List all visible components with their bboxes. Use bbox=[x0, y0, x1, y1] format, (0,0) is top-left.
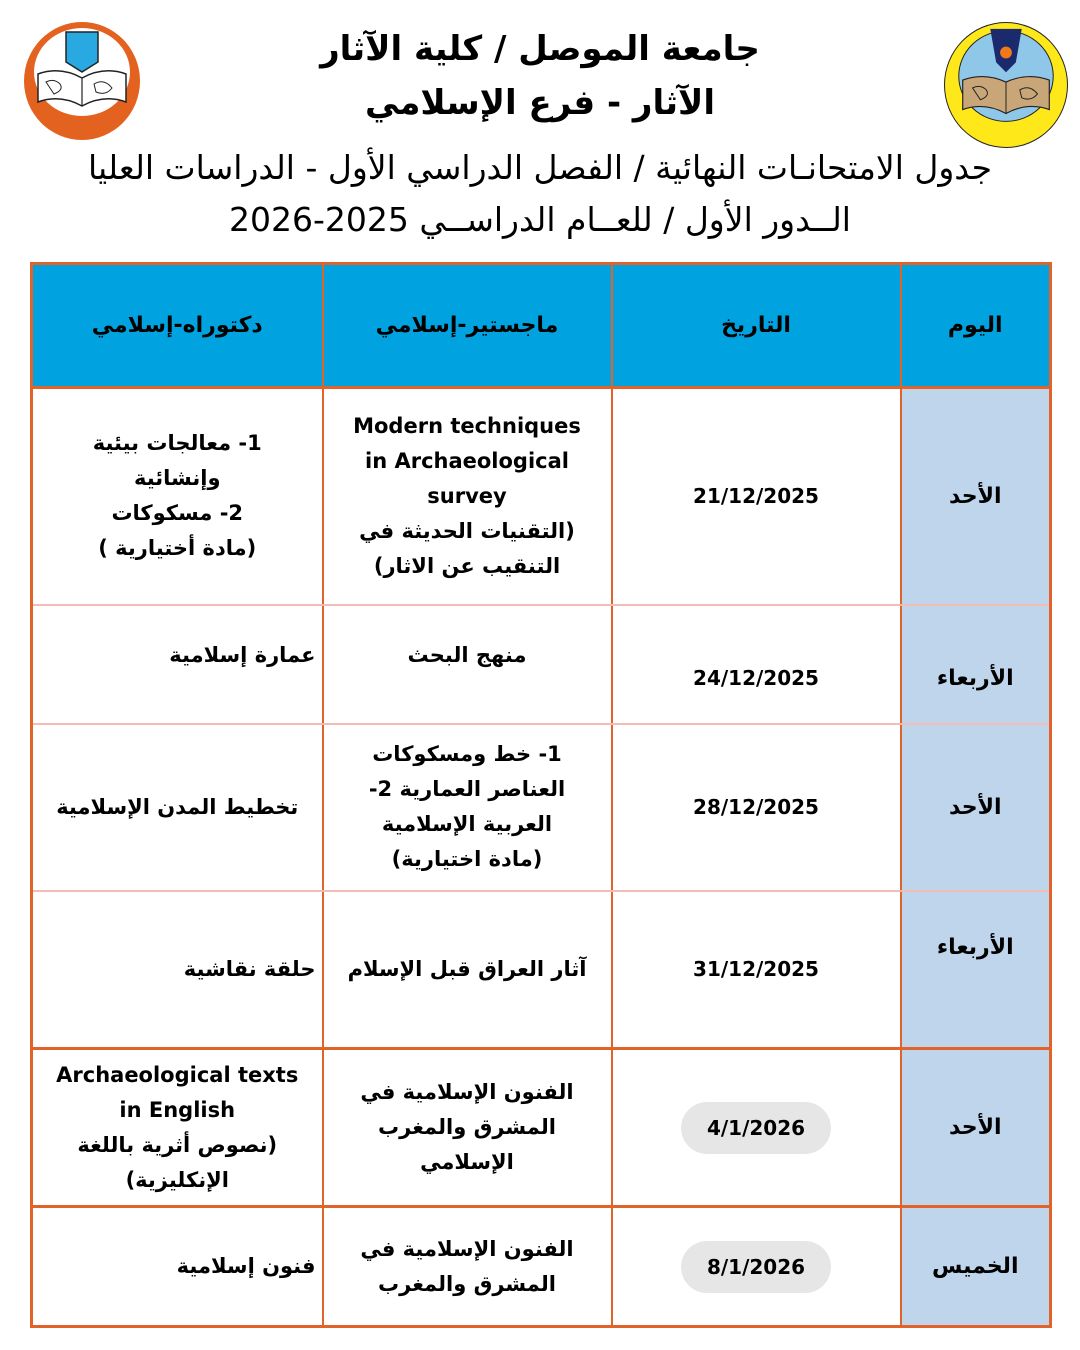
masters-line: (مادة اختيارية) bbox=[391, 847, 543, 871]
phd-cell bbox=[32, 891, 323, 1049]
masters-line: المشرق والمغرب bbox=[378, 1115, 556, 1139]
date-cell: 21/12/2025 bbox=[612, 388, 901, 605]
phd-line: in English bbox=[119, 1097, 236, 1122]
phd-line: عمارة إسلامية bbox=[169, 642, 316, 667]
date-cell: 31/12/2025 bbox=[612, 891, 901, 1049]
masters-line: الفنون الإسلامية في bbox=[360, 1080, 574, 1104]
exam-schedule-table bbox=[30, 262, 1052, 1328]
phd-cell bbox=[32, 1207, 323, 1327]
phd-line: الإنكليزية) bbox=[125, 1167, 229, 1192]
table-row bbox=[32, 1049, 1051, 1207]
masters-line: 1- خط ومسكوكات bbox=[372, 742, 562, 766]
masters-line: in Archaeological bbox=[365, 448, 569, 473]
date-cell bbox=[612, 1207, 901, 1327]
date-pill: 8/1/2026 bbox=[681, 1241, 831, 1293]
phd-line: (مادة أختيارية ) bbox=[98, 536, 257, 561]
exam-schedule-title: جدول الامتحانـات النهائية / الفصل الدراسي الأول - الدراسات العليا bbox=[87, 148, 993, 187]
day-cell: الأربعاء bbox=[901, 891, 1051, 1049]
masters-cell bbox=[323, 1207, 612, 1327]
phd-line: 1- معالجات بيئية bbox=[92, 431, 262, 456]
day-cell: الأربعاء bbox=[901, 605, 1051, 724]
day-cell: الخميس bbox=[901, 1207, 1051, 1327]
masters-line: المشرق والمغرب bbox=[378, 1271, 556, 1296]
day-cell: الأحد bbox=[901, 388, 1051, 605]
department-title: الآثار - فرع الإسلامي bbox=[364, 83, 715, 123]
date-pill: 4/1/2026 bbox=[681, 1102, 831, 1154]
phd-line: (نصوص أثرية باللغة bbox=[77, 1132, 278, 1157]
column-header-date: التاريخ bbox=[612, 264, 901, 388]
table-row bbox=[32, 891, 1051, 1049]
phd-cell bbox=[32, 724, 323, 891]
phd-line: فنون إسلامية bbox=[176, 1254, 316, 1278]
day-cell: الأحد bbox=[901, 724, 1051, 891]
table-row bbox=[32, 724, 1051, 891]
masters-line: آثار العراق قبل الإسلام bbox=[347, 956, 587, 981]
table-row bbox=[32, 388, 1051, 605]
phd-line: 2- مسكوكات bbox=[111, 501, 244, 526]
phd-cell bbox=[32, 605, 323, 724]
date-cell: 28/12/2025 bbox=[612, 724, 901, 891]
masters-line: survey bbox=[427, 483, 507, 508]
table-header-row bbox=[32, 264, 1051, 388]
date-cell: 24/12/2025 bbox=[612, 605, 901, 724]
date-cell bbox=[612, 1049, 901, 1207]
masters-line: العربية الإسلامية bbox=[381, 812, 553, 836]
university-college-title: جامعة الموصل / كلية الآثار bbox=[320, 29, 760, 69]
masters-cell bbox=[323, 605, 612, 724]
academic-year-title: الــدور الأول / للعــام الدراســي 2025-2026 bbox=[229, 200, 851, 239]
masters-line: الإسلامي bbox=[420, 1150, 514, 1174]
column-header-masters: ماجستير-إسلامي bbox=[323, 264, 612, 388]
masters-line: Modern techniques bbox=[353, 413, 581, 438]
phd-cell bbox=[32, 388, 323, 605]
masters-line: التنقيب عن الاثار) bbox=[373, 553, 561, 578]
masters-line: العناصر العمارية 2- bbox=[368, 777, 566, 801]
table-row bbox=[32, 1207, 1051, 1327]
masters-line: الفنون الإسلامية في bbox=[360, 1236, 574, 1261]
phd-line: Archaeological texts bbox=[56, 1062, 299, 1087]
masters-line: (التقنيات الحديثة في bbox=[359, 518, 575, 543]
column-header-day: اليوم bbox=[901, 264, 1051, 388]
masters-cell bbox=[323, 724, 612, 891]
masters-cell bbox=[323, 1049, 612, 1207]
masters-line: منهج البحث bbox=[407, 642, 527, 667]
column-header-phd: دكتوراه-إسلامي bbox=[32, 264, 323, 388]
phd-line: حلقة نقاشية bbox=[183, 956, 316, 981]
phd-line: وإنشائية bbox=[133, 466, 221, 491]
phd-line: تخطيط المدن الإسلامية bbox=[56, 794, 299, 819]
masters-cell bbox=[323, 388, 612, 605]
table-row bbox=[32, 605, 1051, 724]
masters-cell bbox=[323, 891, 612, 1049]
day-cell: الأحد bbox=[901, 1049, 1051, 1207]
phd-cell bbox=[32, 1049, 323, 1207]
